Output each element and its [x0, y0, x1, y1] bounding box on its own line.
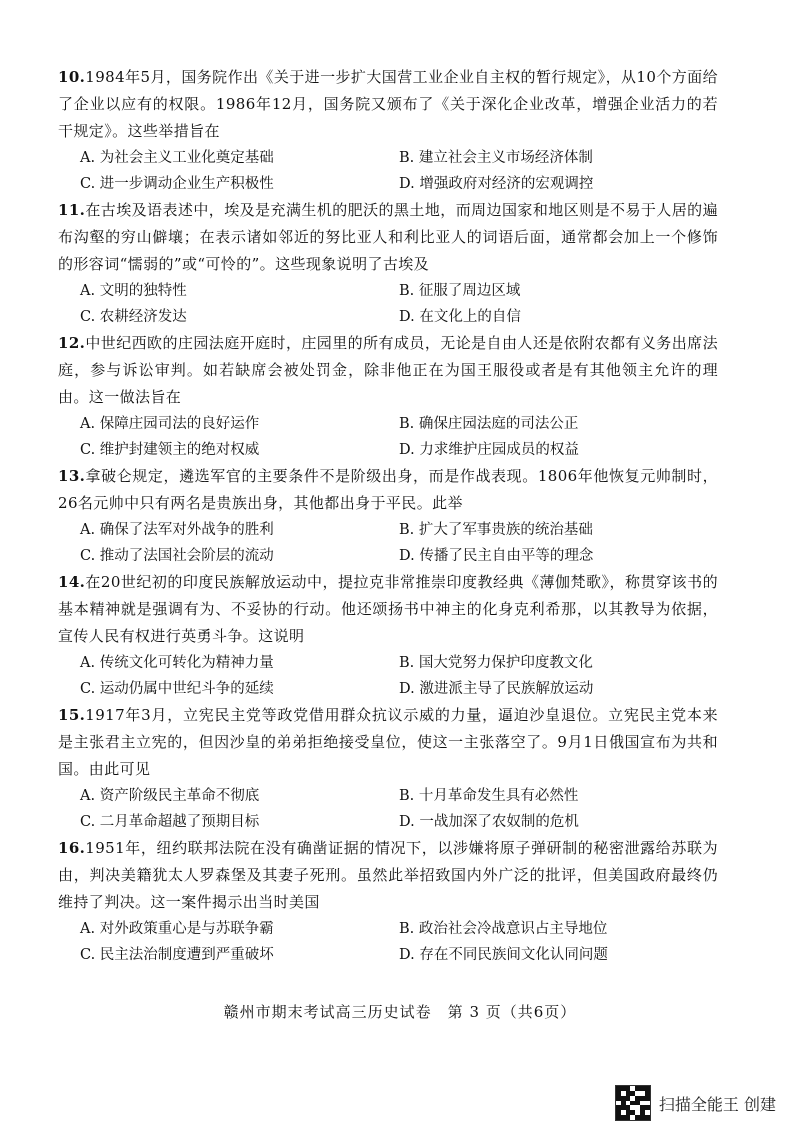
- option-c: C. 运动仍属中世纪斗争的延续: [80, 681, 274, 697]
- page-footer: 赣州市期末考试高三历史试卷 第 3 页（共6页）: [223, 1003, 577, 1021]
- question-text: 1984年5月，国务院作出《关于进一步扩大国营工业企业自主权的暂行规定》，从10个方面给了企业以应有的权限。1986年12月，国务院又颁布了《关于深化企业改革，增强企业活力的若干规定》。这些举措旨在: [58, 68, 718, 140]
- option-a: A. 为社会主义工业化奠定基础: [80, 150, 274, 166]
- question-item: [58, 197, 718, 330]
- question-stem: [58, 835, 718, 916]
- option-c: C. 推动了法国社会阶层的流动: [80, 548, 274, 564]
- question-text: 1951年，纽约联邦法院在没有确凿证据的情况下，以涉嫌将原子弹研制的秘密泄露给苏联为由，判决美籍犹太人罗森堡及其妻子死刑。虽然此举招致国内外广泛的批评，但美国政府最终仍维持了判决。这一案件揭示出当时美国: [58, 839, 718, 911]
- question-number: 11.: [58, 201, 86, 219]
- question-number: 15.: [58, 706, 86, 724]
- question-item: [58, 330, 718, 463]
- option-a: A. 保障庄园司法的良好运作: [80, 416, 260, 432]
- option-list: [58, 411, 718, 463]
- option-b: B. 确保庄园法庭的司法公正: [399, 416, 579, 432]
- option-list: [58, 278, 718, 330]
- option-list: [58, 916, 718, 968]
- option-b: B. 政治社会冷战意识占主导地位: [399, 921, 608, 937]
- question-stem: [58, 702, 718, 783]
- option-c: C. 民主法治制度遭到严重破坏: [80, 947, 274, 963]
- option-list: [58, 145, 718, 197]
- question-stem: [58, 64, 718, 145]
- question-number: 13.: [58, 467, 86, 485]
- option-b: B. 征服了周边区域: [399, 283, 521, 299]
- option-d: D. 传播了民主自由平等的理念: [399, 548, 594, 564]
- question-text: 拿破仑规定，遴选军官的主要条件不是阶级出身，而是作战表现。1806年他恢复元帅制时，26名元帅中只有两名是贵族出身，其他都出身于平民。此举: [58, 467, 718, 512]
- question-list: [58, 64, 718, 968]
- question-text: 在20世纪初的印度民族解放运动中，提拉克非常推崇印度教经典《薄伽梵歌》，称贯穿该书的基本精神就是强调有为、不妥协的行动。他还颂扬书中神主的化身克利希那，以其教导为依据，宣传人民有权进行英勇斗争。这说明: [58, 573, 718, 645]
- question-number: 16.: [58, 839, 86, 857]
- option-d: D. 增强政府对经济的宏观调控: [399, 176, 594, 192]
- question-item: [58, 463, 718, 569]
- option-list: [58, 517, 718, 569]
- question-number: 10.: [58, 68, 86, 86]
- option-d: D. 存在不同民族间文化认同问题: [399, 947, 608, 963]
- question-item: [58, 569, 718, 702]
- option-list: [58, 650, 718, 702]
- question-number: 12.: [58, 334, 86, 352]
- option-d: D. 激进派主导了民族解放运动: [399, 681, 594, 697]
- question-text: 中世纪西欧的庄园法庭开庭时，庄园里的所有成员，无论是自由人还是依附农都有义务出席法庭，参与诉讼审判。如若缺席会被处罚金，除非他正在为国王服役或者是有其他领主允许的理由。这一做法旨在: [58, 334, 718, 406]
- question-text: 1917年3月，立宪民主党等政党借用群众抗议示威的力量，逼迫沙皇退位。立宪民主党本来是主张君主立宪的，但因沙皇的弟弟拒绝接受皇位，使这一主张落空了。9月1日俄国宣布为共和国。由此可见: [58, 706, 718, 778]
- option-d: D. 在文化上的自信: [399, 309, 521, 325]
- question-stem: [58, 197, 718, 278]
- question-stem: [58, 463, 718, 517]
- option-c: C. 二月革命超越了预期目标: [80, 814, 260, 830]
- question-item: [58, 702, 718, 835]
- watermark-text: 扫描全能王 创建: [658, 1094, 776, 1114]
- question-number: 14.: [58, 573, 86, 591]
- option-b: B. 建立社会主义市场经济体制: [399, 150, 593, 166]
- option-b: B. 国大党努力保护印度教文化: [399, 655, 593, 671]
- option-b: B. 扩大了军事贵族的统治基础: [399, 522, 593, 538]
- option-d: D. 力求维护庄园成员的权益: [399, 442, 579, 458]
- scanner-watermark: [615, 1086, 776, 1120]
- option-c: C. 进一步调动企业生产积极性: [80, 176, 274, 192]
- option-a: A. 传统文化可转化为精神力量: [80, 655, 274, 671]
- option-a: A. 文明的独特性: [80, 283, 187, 299]
- option-list: [58, 783, 718, 835]
- option-c: C. 农耕经济发达: [80, 309, 187, 325]
- question-item: [58, 64, 718, 197]
- question-text: 在古埃及语表述中，埃及是充满生机的肥沃的黑土地，而周边国家和地区则是不易于人居的遍布沟壑的穷山僻壤；在表示诸如邻近的努比亚人和利比亚人的词语后面，通常都会加上一个修饰的形容词“懦弱的”或“可怜的”。这些现象说明了古埃及: [58, 201, 718, 273]
- question-stem: [58, 569, 718, 650]
- option-a: A. 对外政策重心是与苏联争霸: [80, 921, 274, 937]
- option-a: A. 确保了法军对外战争的胜利: [80, 522, 274, 538]
- option-b: B. 十月革命发生具有必然性: [399, 788, 579, 804]
- qr-code-icon: [615, 1085, 651, 1121]
- question-stem: [58, 330, 718, 411]
- option-c: C. 维护封建领主的绝对权威: [80, 442, 260, 458]
- option-a: A. 资产阶级民主革命不彻底: [80, 788, 260, 804]
- question-item: [58, 835, 718, 968]
- option-d: D. 一战加深了农奴制的危机: [399, 814, 579, 830]
